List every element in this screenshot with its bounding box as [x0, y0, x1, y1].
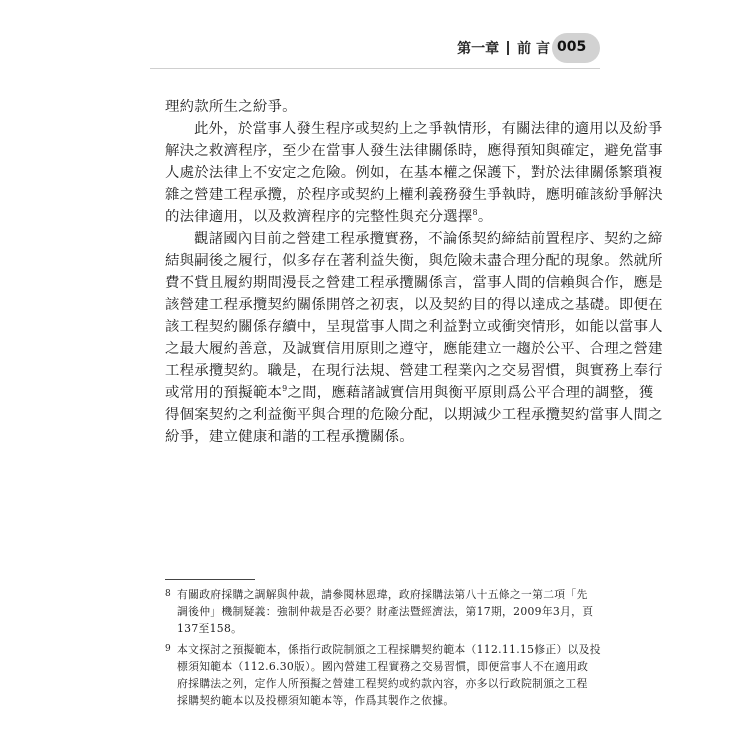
body-line: 雜之營建工程承攬，於程序或契約上權利義務發生爭執時，應明確該紛爭解決 — [165, 187, 663, 203]
body-line — [165, 382, 654, 404]
chapter-title: 前 言 — [517, 41, 550, 57]
footnote-line: 本文探討之預擬範本，係指行政院制頒之工程採購契約範本（112.11.15修正）以及投 — [177, 642, 601, 656]
body-line: 此外，於當事人發生程序或契約上之爭執情形，有關法律的適用以及紛爭 — [194, 121, 663, 137]
page-number-badge — [552, 33, 600, 63]
body-line: 紛爭，建立健康和諧的工程承攬關係。 — [165, 429, 414, 445]
body-line-text: 或常用的預擬範本 — [165, 385, 283, 401]
footnote-ref-9[interactable]: 9 — [282, 384, 288, 394]
body-line: 該工程契約關係存續中，呈現當事人間之利益對立或衝突情形，如能以當事人 — [165, 319, 663, 335]
body-line: 之最大履約善意，及誠實信用原則之遵守，應能建立一趨於公平、合理之營建 — [165, 341, 663, 357]
body-line: 觀諸國內目前之營建工程承攬實務，不論係契約締結前置程序、契約之締 — [194, 231, 663, 247]
footnote-9 — [165, 641, 601, 710]
body-line-text: 的法律適用，以及救濟程序的完整性與充分選擇 — [165, 209, 473, 225]
footnote-line: 府採購法之列，定作人所預擬之營建工程契約或約款內容，亦多以行政院制頒之工程 — [177, 677, 588, 691]
body-line: 得個案契約之利益衡平與合理的危險分配，以期減少工程承攬契約當事人間之 — [165, 407, 663, 423]
body-line: 解決之救濟程序，至少在當事人發生法律關係時，應得預知與確定，避免當事 — [165, 143, 663, 159]
footnote-number: 9 — [165, 643, 171, 654]
body-text — [165, 96, 663, 448]
footnote-ref-8[interactable]: 8 — [472, 208, 478, 218]
footnote-8 — [165, 586, 595, 638]
footnote-line: 標須知範本（112.6.30版）。國內營建工程實務之交易習慣，即便當事人不在適用政 — [177, 659, 589, 673]
header-separator — [507, 41, 509, 55]
footnotes — [165, 586, 601, 712]
body-line: 結與嗣後之履行，似多存在著利益失衡，與危險未盡合理分配的現象。然就所 — [165, 253, 663, 269]
body-line: 該營建工程承攬契約關係開啓之初衷，以及契約目的得以達成之基礎。即便在 — [165, 297, 663, 313]
body-line: 工程承攬契約。職是，在現行法規、營建工程業內之交易習慣，與實務上奉行 — [165, 363, 663, 379]
body-line-text: 。 — [477, 209, 493, 225]
body-line: 理約款所生之紛爭。 — [165, 99, 297, 115]
body-line: 人處於法律上不安定之危險。例如，在基本權之保護下，對於法律關係繁瑣複 — [165, 165, 663, 181]
footnote-line: 採購契約範本以及投標須知範本等，作爲其製作之依據。 — [177, 694, 455, 708]
footnote-rule — [165, 579, 255, 580]
footnote-line: 有關政府採購之調解與仲裁，請參閱林恩瑋，政府採購法第八十五條之一第二項「先 — [177, 588, 588, 601]
body-line-text: 之間，應藉諸誠實信用與衡平原則爲公平合理的調整，獲 — [287, 385, 654, 401]
header-rule — [150, 68, 600, 69]
footnote-line: 137至158。 — [177, 622, 243, 636]
body-line — [165, 206, 585, 228]
page-number: 005 — [557, 39, 587, 55]
footnote-line: 調後仲」機制疑義：強制仲裁是否必要？財產法暨經濟法，第17期，2009年3月，頁 — [177, 605, 594, 619]
body-line: 費不貲且履約期間漫長之營建工程承攬關係言，當事人間的信賴與合作，應是 — [165, 275, 663, 291]
running-head — [457, 38, 550, 58]
chapter-label: 第一章 — [457, 41, 500, 57]
footnote-number: 8 — [165, 589, 171, 599]
